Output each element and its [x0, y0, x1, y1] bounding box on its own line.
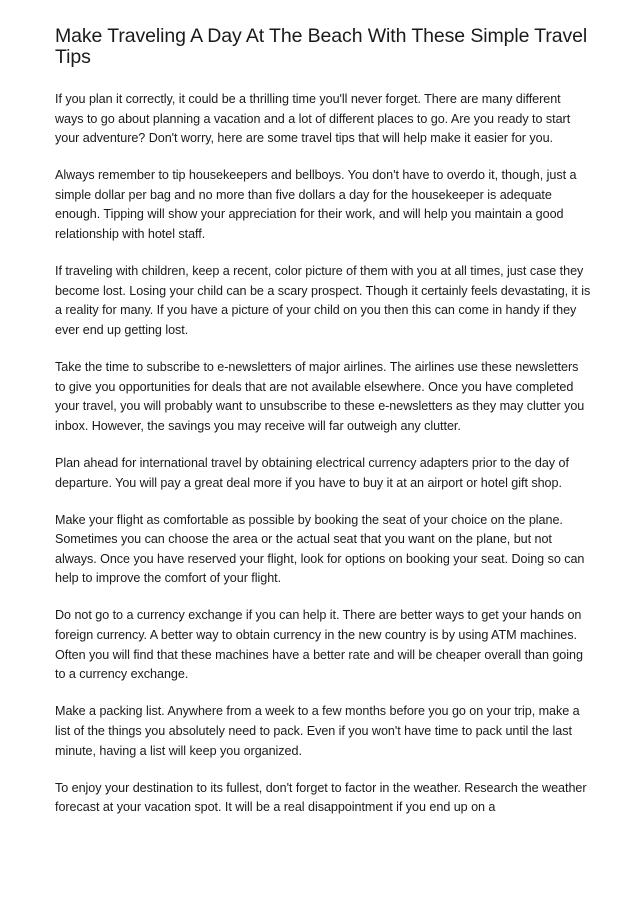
- paragraph: Take the time to subscribe to e-newsletters of major airlines. The airlines use these newsletters to give you opportunities for deals that are not available elsewhere. Once you have completed your travel, you will probably want to unsubscribe to these e-newsletters as they may clutter you inbox. However, the savings you may receive will far outweigh any clutter.: [55, 360, 585, 433]
- paragraph: Plan ahead for international travel by obtaining electrical currency adapters prior to the day of departure. You will pay a great deal more if you have to buy it at an airport or hotel gift shop.: [55, 455, 569, 490]
- paragraph: Make your flight as comfortable as possible by booking the seat of your choice on the plane. Sometimes you can choose the area or the actual seat that you want on the plane, but not always. Once you have reserved your flight, look for options on booking your seat. Doing so can help to improve the comfort of your flight.: [55, 512, 585, 586]
- paragraph: Make a packing list. Anywhere from a week to a few months before you go on your trip, make a list of the things you absolutely need to pack. Even if you won't have time to pack until the last minute, having a list will keep you organized.: [55, 704, 580, 758]
- document-page: [55, 26, 591, 835]
- paragraph: Do not go to a currency exchange if you can help it. There are better ways to get your hands on foreign currency. A better way to obtain currency in the new country is by using ATM machines. Often you will find that these machines have a better rate and will be cheaper overall than going to a currency exchange.: [55, 608, 583, 682]
- paragraph: If traveling with children, keep a recent, color picture of them with you at all times, just case they become lost. Losing your child can be a scary prospect. Though it certainly feels devastating, it is a reality for many. If you have a picture of your child on you then this can come in handy if they ever end up getting lost.: [55, 264, 591, 337]
- document-title: Make Traveling A Day At The Beach With These Simple Travel Tips: [55, 25, 588, 68]
- paragraph: To enjoy your destination to its fullest, don't forget to factor in the weather. Research the weather forecast at your vacation spot. It will be a real disappointment if you end up on a: [55, 780, 587, 815]
- paragraph: Always remember to tip housekeepers and bellboys. You don't have to overdo it, though, just a simple dollar per bag and no more than five dollars a day for the housekeeper is adequate enough. Tipping will show your appreciation for their work, and will help you maintain a good relationship with hotel staff.: [55, 168, 577, 242]
- paragraph: If you plan it correctly, it could be a thrilling time you'll never forget. There are many different ways to go about planning a vacation and a lot of different places to go. Are you ready to start your adventure? Don't worry, here are some travel tips that will help make it easier for you.: [55, 92, 571, 146]
